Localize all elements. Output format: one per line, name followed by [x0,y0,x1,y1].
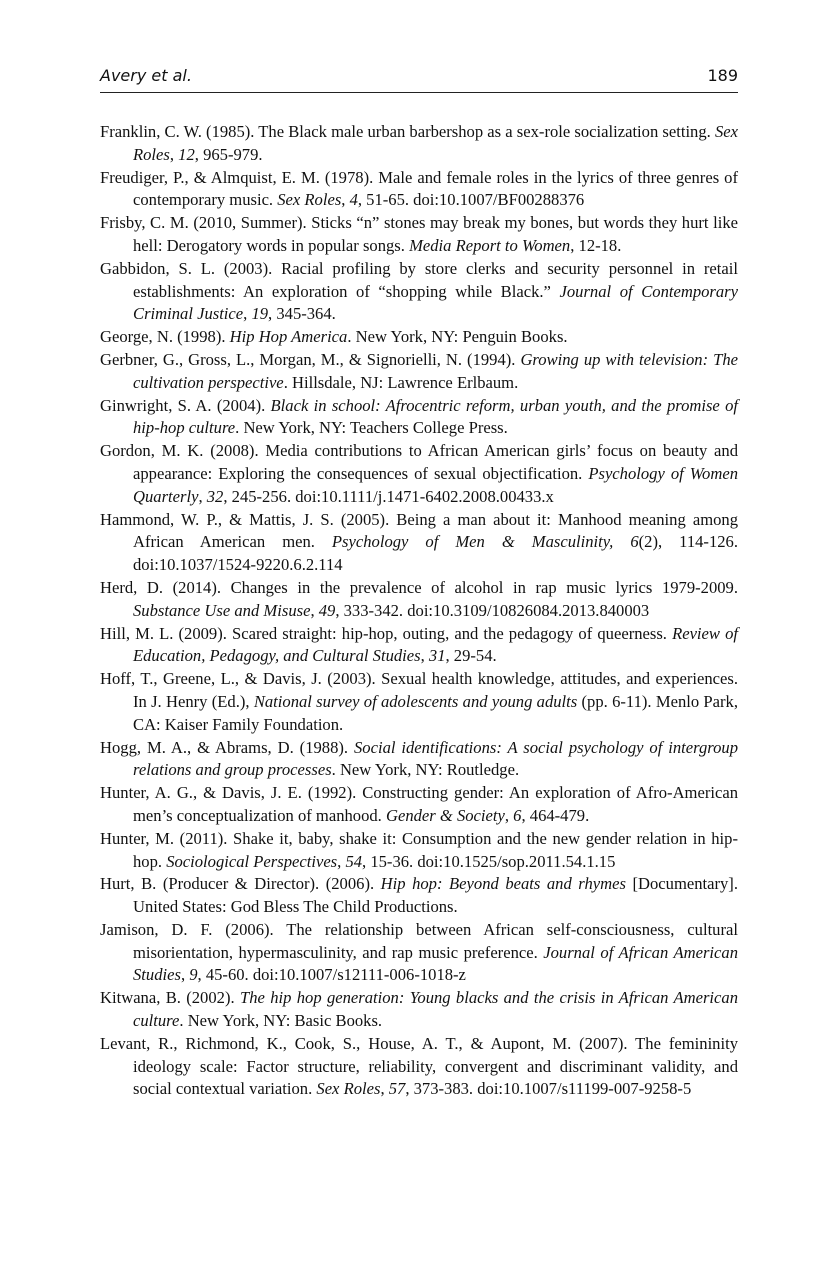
reference-text-segment: , 373-383. doi:10.1007/s11199-007-9258-5 [405,1079,692,1099]
reference-entry [100,668,738,736]
reference-entry [100,737,738,783]
reference-entry [100,440,738,508]
reference-text-segment: Ginwright, S. A. (2004). [100,395,271,415]
reference-italic-segment: Sex Roles [277,190,342,210]
reference-text-segment: Frisby, C. M. (2010, Summer). Sticks “n” stones may break my bones, but words they hurt like hell: Derogatory words in popular songs. [100,213,738,255]
reference-italic-segment: Journal of Contemporary Criminal Justice [133,281,738,324]
reference-italic-segment: Media Report to Women [409,235,571,255]
reference-italic-segment: Psychology of Men & Masculinity, 6 [331,532,639,552]
reference-text-segment: Gordon, M. K. (2008). Media contributions to African American girls’ focus on beauty and appearance: Exploring the consequences of sexual objectification. [100,441,738,483]
reference-text-segment: . Hillsdale, NJ: Lawrence Erlbaum. [283,372,519,392]
reference-text-segment: . New York, NY: Teachers College Press. [235,418,508,438]
reference-italic-segment: Growing up with television: The cultivation perspective [133,349,739,392]
reference-italic-segment: 4 [349,190,358,210]
reference-text-segment: Hunter, M. (2011). Shake it, baby, shake it: Consumption and the new gender relation in hip-hop. [100,828,738,871]
reference-italic-segment: Hip hop: Beyond beats and rhymes [380,874,626,894]
reference-italic-segment: 31 [428,646,446,666]
reference-entry [100,167,738,213]
reference-text-segment: , 245-256. doi:10.1111/j.1471-6402.2008.00433.x [223,486,554,506]
reference-text-segment: , 965-979. [194,144,263,164]
reference-text-segment: , [380,1079,389,1099]
reference-italic-segment: 19 [251,304,269,324]
reference-text-segment: Hurt, B. (Producer & Director). (2006). [100,874,381,894]
reference-text-segment: , 464-479. [521,805,590,825]
reference-entry [100,349,738,395]
reference-text-segment: Hammond, W. P., & Mattis, J. S. (2005). Being a man about it: Manhood meaning among African American men. [100,509,738,552]
reference-text-segment: Hunter, A. G., & Davis, J. E. (1992). Constructing gender: An exploration of Afro-American men’s conceptualization of manhood. [100,783,738,825]
reference-italic-segment: Substance Use and Misuse [133,600,311,620]
reference-text-segment: , 15-36. doi:10.1525/sop.2011.54.1.15 [362,851,616,871]
reference-text-segment: , [198,486,207,506]
page-number: 189 [707,66,738,85]
reference-italic-segment: Social identifications: A social psychology of intergroup relations and group processes [133,737,738,780]
reference-text-segment: Kitwana, B. (2002). [100,988,240,1008]
reference-text-segment: , [169,144,179,164]
reference-text-segment: , [180,965,190,985]
reference-text-segment: George, N. (1998). [100,327,230,347]
reference-text-segment: Hill, M. L. (2009). Scared straight: hip-hop, outing, and the pedagogy of queerness. [100,623,673,643]
reference-italic-segment: Sex Roles [133,122,738,164]
reference-text-segment: , [341,190,350,210]
reference-text-segment: Franklin, C. W. (1985). The Black male urban barbershop as a sex-role socialization setting. [100,122,715,141]
reference-entry [100,212,738,258]
reference-entry [100,121,738,167]
reference-entry [100,1033,738,1101]
reference-italic-segment: 49 [318,600,336,620]
reference-text-segment: (pp. 6-11). Menlo Park, CA: Kaiser Family Foundation. [133,691,738,734]
page-header [100,64,738,93]
reference-entry [100,326,738,349]
reference-text-segment: , [310,600,319,620]
reference-italic-segment: The hip hop generation: Young blacks and the crisis in African American culture [133,988,738,1031]
reference-list [100,121,738,1101]
reference-text-segment: Levant, R., Richmond, K., Cook, S., House, A. T., & Aupont, M. (2007). The femininity ideology scale: Factor structure, reliability, convergent and discriminant validity, and social contextual variation. [100,1033,738,1099]
reference-italic-segment: 54 [345,851,363,871]
reference-entry [100,509,738,577]
reference-text-segment: , 12-18. [570,235,622,255]
reference-italic-segment: Sex Roles [316,1079,381,1099]
reference-text-segment: , 29-54. [445,646,497,666]
running-head: Avery et al. [100,66,192,85]
reference-entry [100,782,738,828]
reference-text-segment: Freudiger, P., & Almquist, E. M. (1978). Male and female roles in the lyrics of three genres of contemporary music. [100,167,738,210]
reference-text-segment: Jamison, D. F. (2006). The relationship between African self-consciousness, cultural misorientation, hypermasculinity, and rap music preference. [100,919,738,962]
reference-entry [100,577,738,623]
reference-italic-segment: Psychology of Women Quarterly [133,463,738,506]
reference-text-segment: , 45-60. doi:10.1007/s12111-006-1018-z [197,965,466,985]
reference-italic-segment: Gender & Society [385,805,505,825]
reference-entry [100,987,738,1033]
reference-italic-segment: Review of Education, Pedagogy, and Cultural Studies [133,623,738,666]
reference-italic-segment: Journal of African American Studies [133,942,738,985]
reference-italic-segment: 12 [178,144,195,164]
reference-italic-segment: 6 [513,805,522,825]
reference-entry [100,828,738,874]
reference-text-segment: Hogg, M. A., & Abrams, D. (1988). [100,737,354,757]
reference-text-segment: Hoff, T., Greene, L., & Davis, J. (2003). Sexual health knowledge, attitudes, and experiences. In J. Henry (Ed.), [100,669,738,711]
reference-italic-segment: Sociological Perspectives [166,851,338,871]
reference-text-segment: Gerbner, G., Gross, L., Morgan, M., & Signorielli, N. (1994). [100,349,521,369]
reference-text-segment: , [420,646,429,666]
reference-italic-segment: Hip Hop America [229,327,348,347]
reference-text-segment: (2), 114-126. doi:10.1037/1524-9220.6.2.114 [133,532,738,575]
reference-text-segment: Herd, D. (2014). Changes in the prevalence of alcohol in rap music lyrics 1979-2009. [100,577,738,597]
reference-entry [100,395,738,441]
reference-text-segment: , [504,805,514,825]
reference-italic-segment: 57 [388,1079,406,1099]
reference-text-segment: , 345-364. [268,304,336,324]
reference-text-segment: , [337,851,346,871]
reference-entry [100,873,738,919]
reference-text-segment: , 51-65. doi:10.1007/BF00288376 [357,190,585,210]
reference-text-segment: . New York, NY: Basic Books. [179,1011,383,1031]
reference-text-segment: , 333-342. doi:10.3109/10826084.2013.840003 [335,600,650,620]
reference-entry [100,919,738,987]
reference-text-segment: . New York, NY: Routledge. [331,760,520,780]
reference-text-segment: Gabbidon, S. L. (2003). Racial profiling by store clerks and security personnel in retail establishments: An exploration of “shopping while Black.” [100,258,738,301]
reference-text-segment: [Documentary]. United States: God Bless The Child Productions. [133,874,738,917]
reference-italic-segment: 32 [206,486,224,506]
reference-italic-segment: 9 [189,965,198,985]
reference-text-segment: . New York, NY: Penguin Books. [347,327,568,347]
reference-entry [100,258,738,326]
reference-text-segment: , [243,304,252,324]
reference-entry [100,623,738,669]
reference-italic-segment: Black in school: Afrocentric reform, urban youth, and the promise of hip-hop culture [133,395,738,438]
reference-italic-segment: National survey of adolescents and young adults [253,691,578,711]
